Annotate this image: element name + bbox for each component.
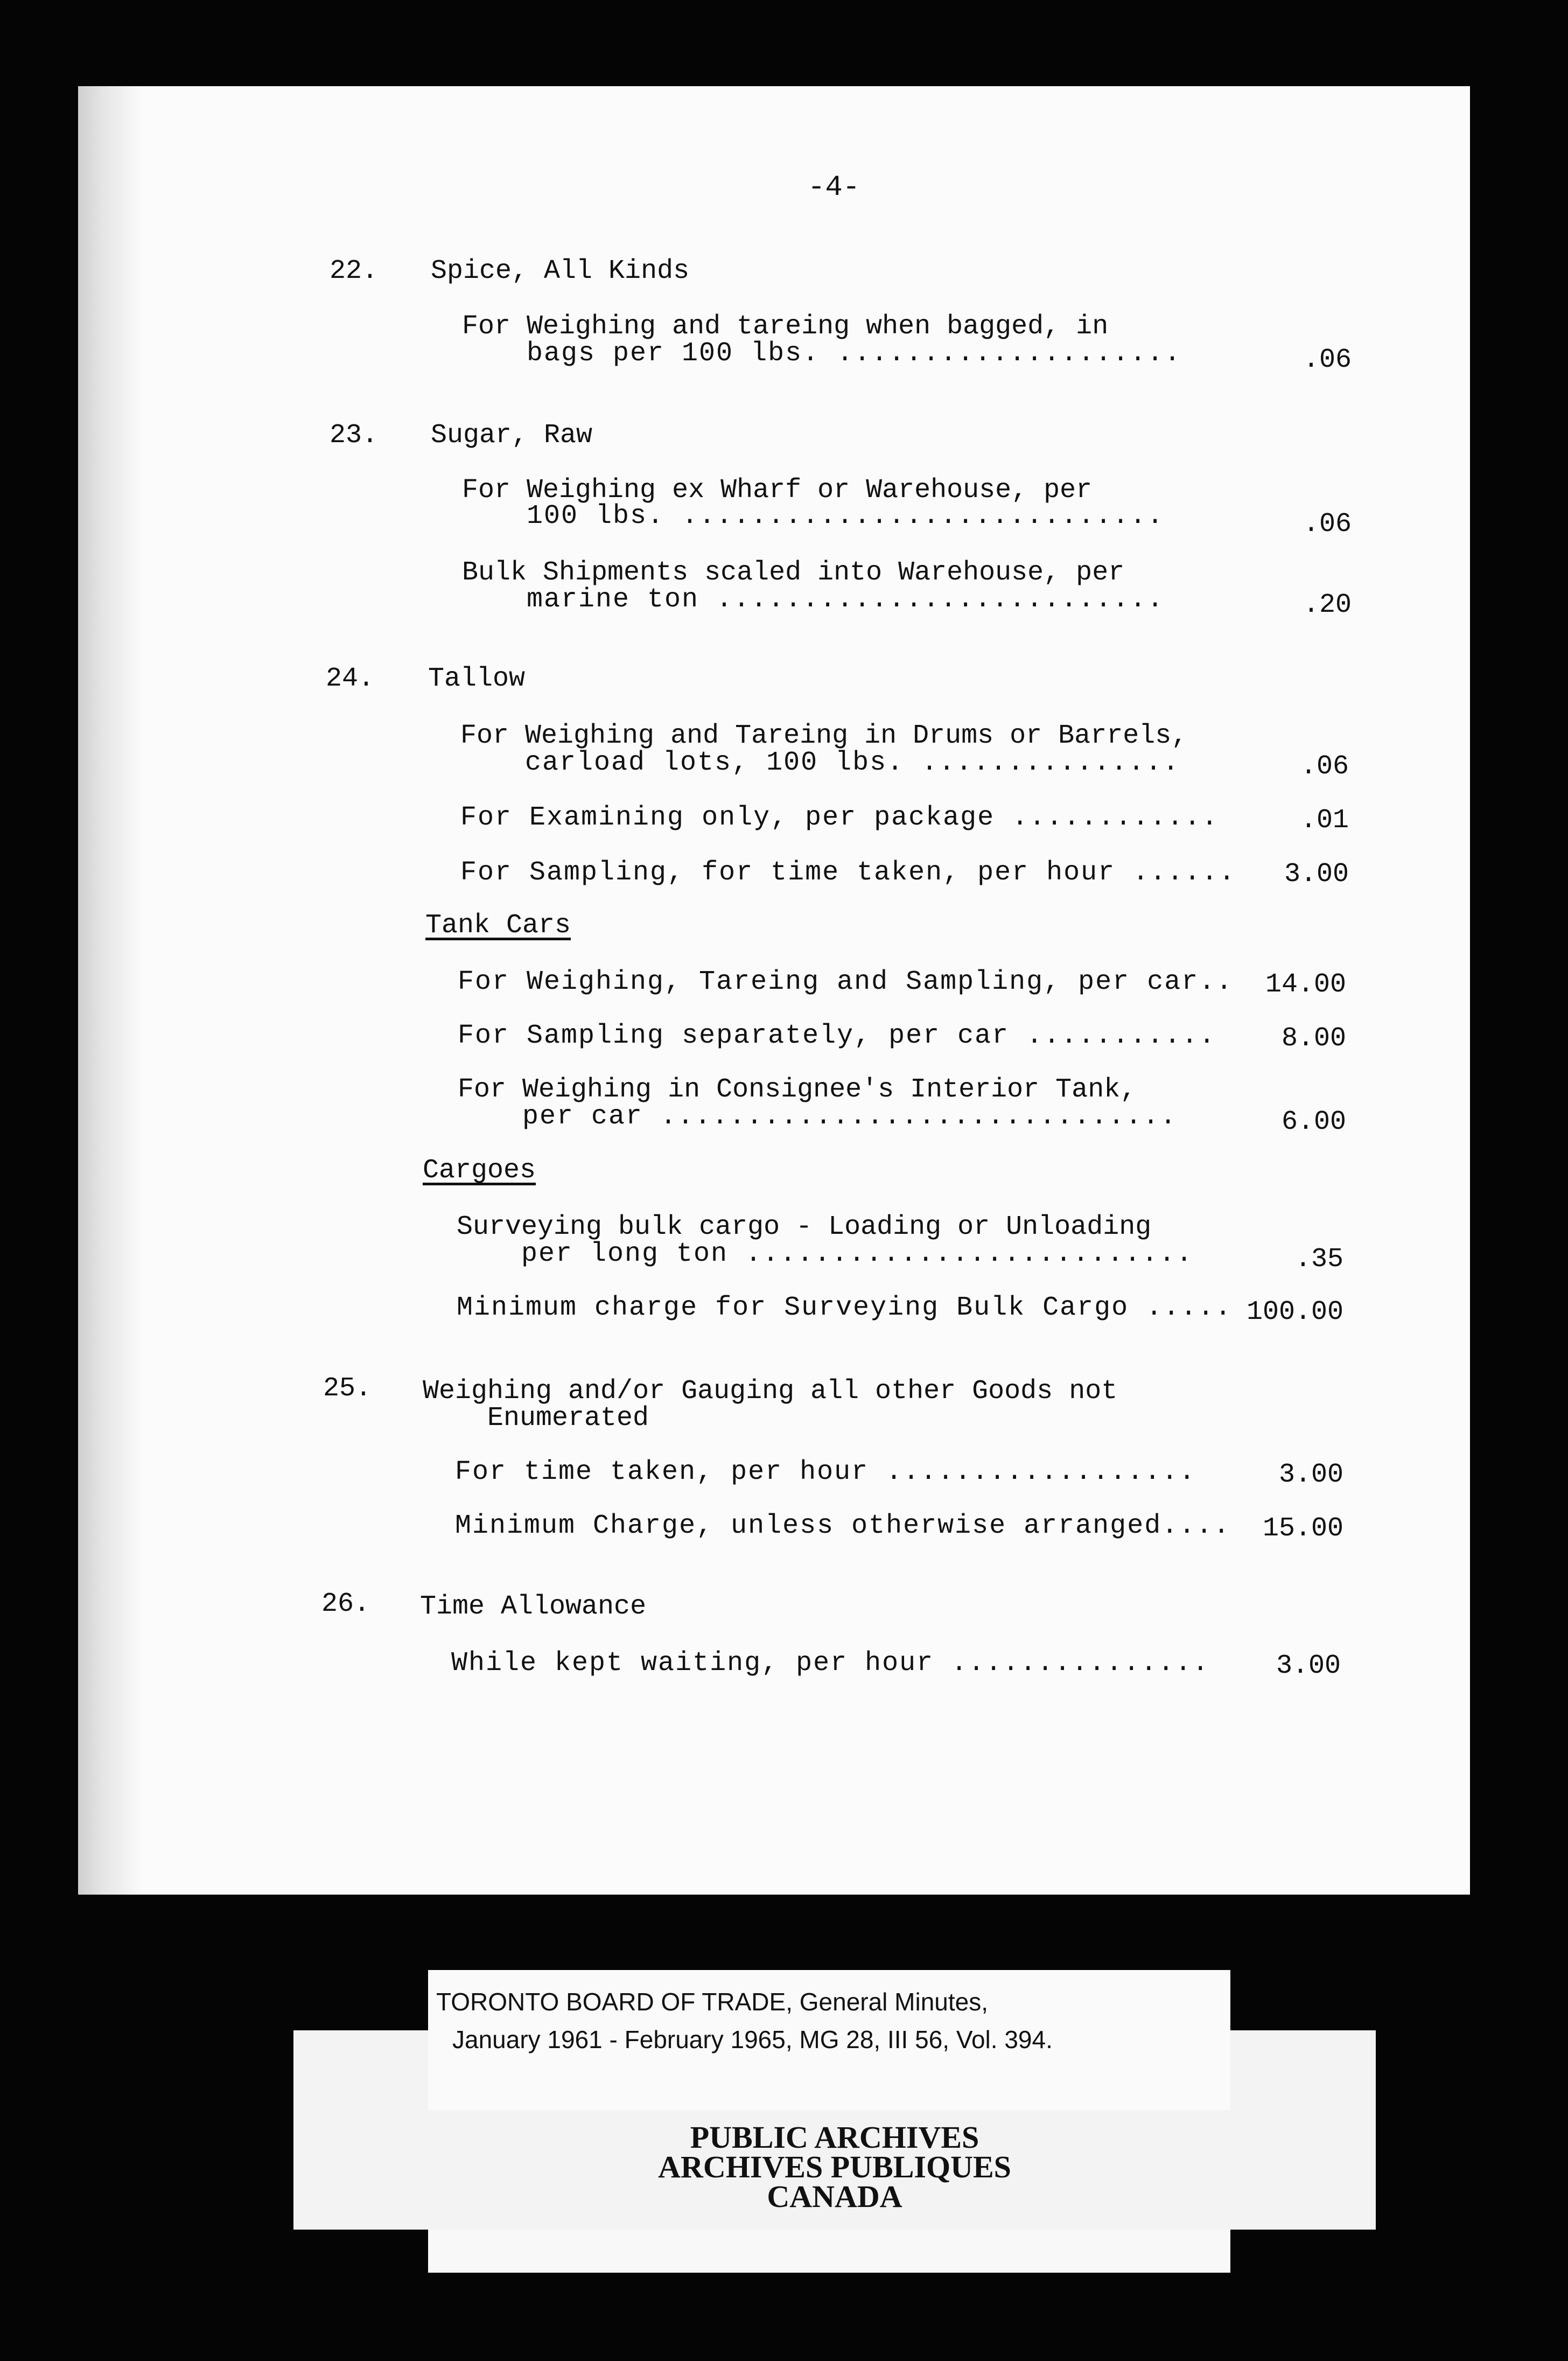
item-heading: Time Allowance bbox=[420, 1591, 647, 1622]
item-line: For Sampling separately, per car ........... bbox=[458, 1021, 1216, 1051]
rate-value: .20 bbox=[1303, 590, 1352, 620]
item-heading: Weighing and/or Gauging all other Goods not bbox=[423, 1376, 1118, 1407]
item-line: For Weighing and Tareing in Drums or Barrels, bbox=[460, 721, 1188, 751]
rate-value: .35 bbox=[1294, 1244, 1343, 1275]
rate-value: .06 bbox=[1300, 751, 1349, 782]
item-heading-cont: Enumerated bbox=[487, 1403, 649, 1434]
rate-value: 3.00 bbox=[1276, 1651, 1341, 1681]
item-line: Bulk Shipments scaled into Warehouse, per bbox=[462, 557, 1125, 588]
rate-value: 100.00 bbox=[1246, 1297, 1343, 1328]
page-number: -4- bbox=[808, 171, 860, 204]
item-line-cont: per long ton .......................... bbox=[521, 1239, 1194, 1269]
citation-line-1 bbox=[436, 1987, 988, 2016]
rate-value: 14.00 bbox=[1265, 969, 1346, 1000]
item-heading: Tallow bbox=[428, 663, 526, 694]
item-line: For Sampling, for time taken, per hour ...... bbox=[460, 857, 1236, 888]
rate-value: 15.00 bbox=[1262, 1513, 1343, 1544]
item-number: 25. bbox=[323, 1373, 372, 1404]
item-line: For Weighing ex Wharf or Warehouse, per bbox=[462, 475, 1093, 506]
item-heading: Spice, All Kinds bbox=[431, 256, 690, 287]
item-line: For Examining only, per package ............ bbox=[460, 802, 1219, 833]
archive-stamp-line: PUBLIC ARCHIVES bbox=[690, 2120, 979, 2155]
item-line: For Weighing, Tareing and Sampling, per car.. bbox=[458, 967, 1234, 997]
rate-value: 3.00 bbox=[1284, 859, 1349, 890]
item-line-cont: 100 lbs. ............................ bbox=[527, 501, 1165, 532]
item-line: For Weighing and tareing when bagged, in bbox=[462, 311, 1109, 342]
item-line: While kept waiting, per hour ............... bbox=[451, 1648, 1210, 1679]
item-line: Surveying bulk cargo - Loading or Unloading bbox=[457, 1212, 1152, 1242]
rate-value: 8.00 bbox=[1281, 1023, 1346, 1054]
rate-value: 3.00 bbox=[1278, 1459, 1343, 1490]
item-number: 24. bbox=[326, 663, 375, 694]
citation-caps: TORONTO BOARD OF TRADE, bbox=[436, 1988, 793, 2016]
item-line-cont: carload lots, 100 lbs. ............... bbox=[525, 748, 1180, 778]
item-line: Minimum Charge, unless otherwise arranged.... bbox=[455, 1511, 1231, 1541]
citation-line-2: January 1961 - February 1965, MG 28, III 56, Vol. 394. bbox=[452, 2025, 1053, 2053]
archive-band-foot bbox=[428, 2230, 1230, 2273]
page-shadow-edge bbox=[78, 86, 143, 1895]
item-number: 23. bbox=[330, 420, 379, 451]
subsection-title: Tank Cars bbox=[425, 910, 571, 941]
archive-stamp-line: CANADA bbox=[767, 2179, 902, 2214]
item-number: 26. bbox=[321, 1589, 370, 1619]
item-line: Minimum charge for Surveying Bulk Cargo ..... bbox=[457, 1293, 1233, 1323]
item-number: 22. bbox=[330, 256, 379, 287]
archive-stamp-line: ARCHIVES PUBLIQUES bbox=[658, 2149, 1011, 2184]
rate-value: .06 bbox=[1303, 345, 1352, 375]
item-line-cont: marine ton .......................... bbox=[527, 584, 1165, 615]
rate-value: .01 bbox=[1300, 805, 1349, 836]
item-line-cont: bags per 100 lbs. .................... bbox=[527, 338, 1182, 369]
rate-value: .06 bbox=[1303, 509, 1352, 540]
citation-rest: General Minutes, bbox=[792, 1988, 989, 2016]
item-heading: Sugar, Raw bbox=[431, 420, 593, 451]
rate-value: 6.00 bbox=[1281, 1107, 1346, 1137]
item-line: For Weighing in Consignee's Interior Tank, bbox=[458, 1074, 1137, 1105]
subsection-title: Cargoes bbox=[423, 1155, 536, 1186]
item-line-cont: per car .............................. bbox=[522, 1101, 1178, 1132]
item-line: For time taken, per hour .................. bbox=[455, 1457, 1196, 1487]
